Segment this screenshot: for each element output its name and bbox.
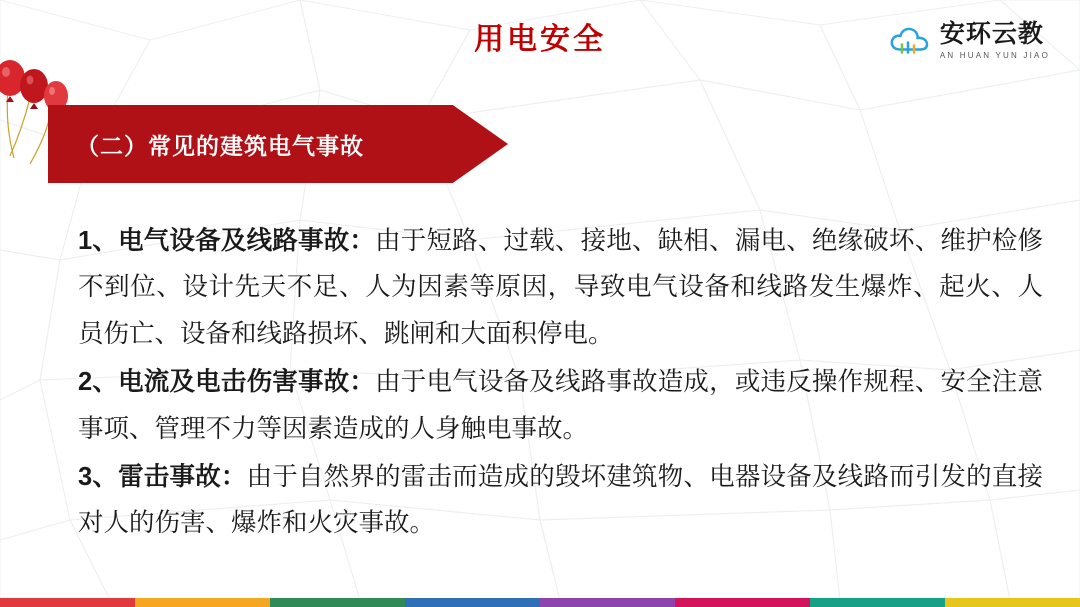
paragraph-3-lead: 3、雷击事故： xyxy=(78,463,247,492)
logo-text-block xyxy=(940,22,1050,60)
paragraph-1-lead: 1、电气设备及线路事故： xyxy=(78,227,376,255)
cloud-icon xyxy=(890,24,932,58)
footer-strip-segment xyxy=(405,598,540,607)
paragraph-1-text: 由于短路、过载、接地、缺相、漏电、绝缘破坏、维护检修不到位、设计先天不足、人为因素等原因，导致电气设备和线路发生爆炸、起火、人员伤亡、设备和线路损坏、跳闸和大面积停电。 xyxy=(78,227,1043,348)
logo-sub-text: AN HUAN YUN JIAO xyxy=(939,51,1050,60)
footer-strip-segment xyxy=(945,598,1080,607)
logo-main-text: 安环云教 xyxy=(939,20,1044,48)
paragraph-2-lead: 2、电流及电击伤害事故： xyxy=(78,368,376,397)
body-content xyxy=(78,218,1043,549)
footer-strip-segment xyxy=(810,598,945,607)
footer-strip-segment xyxy=(270,598,405,607)
paragraph-2 xyxy=(78,359,1043,452)
section-banner xyxy=(48,105,508,183)
footer-strip-segment xyxy=(675,598,810,607)
footer-strip-segment xyxy=(0,598,135,607)
brand-logo xyxy=(890,22,1050,60)
page-title: 用电安全 xyxy=(474,23,606,56)
footer-color-strip xyxy=(0,598,1080,607)
footer-strip-segment xyxy=(540,598,675,607)
paragraph-3 xyxy=(78,454,1043,547)
footer-strip-segment xyxy=(135,598,270,607)
paragraph-3-text: 由于自然界的雷击而造成的毁坏建筑物、电器设备及线路而引发的直接对人的伤害、爆炸和火灾事故。 xyxy=(78,463,1043,538)
paragraph-2-text: 由于电气设备及线路事故造成，或违反操作规程、安全注意事项、管理不力等因素造成的人身触电事故。 xyxy=(78,368,1043,443)
paragraph-1 xyxy=(78,218,1043,357)
banner-label: （二）常见的建筑电气事故 xyxy=(76,132,364,159)
